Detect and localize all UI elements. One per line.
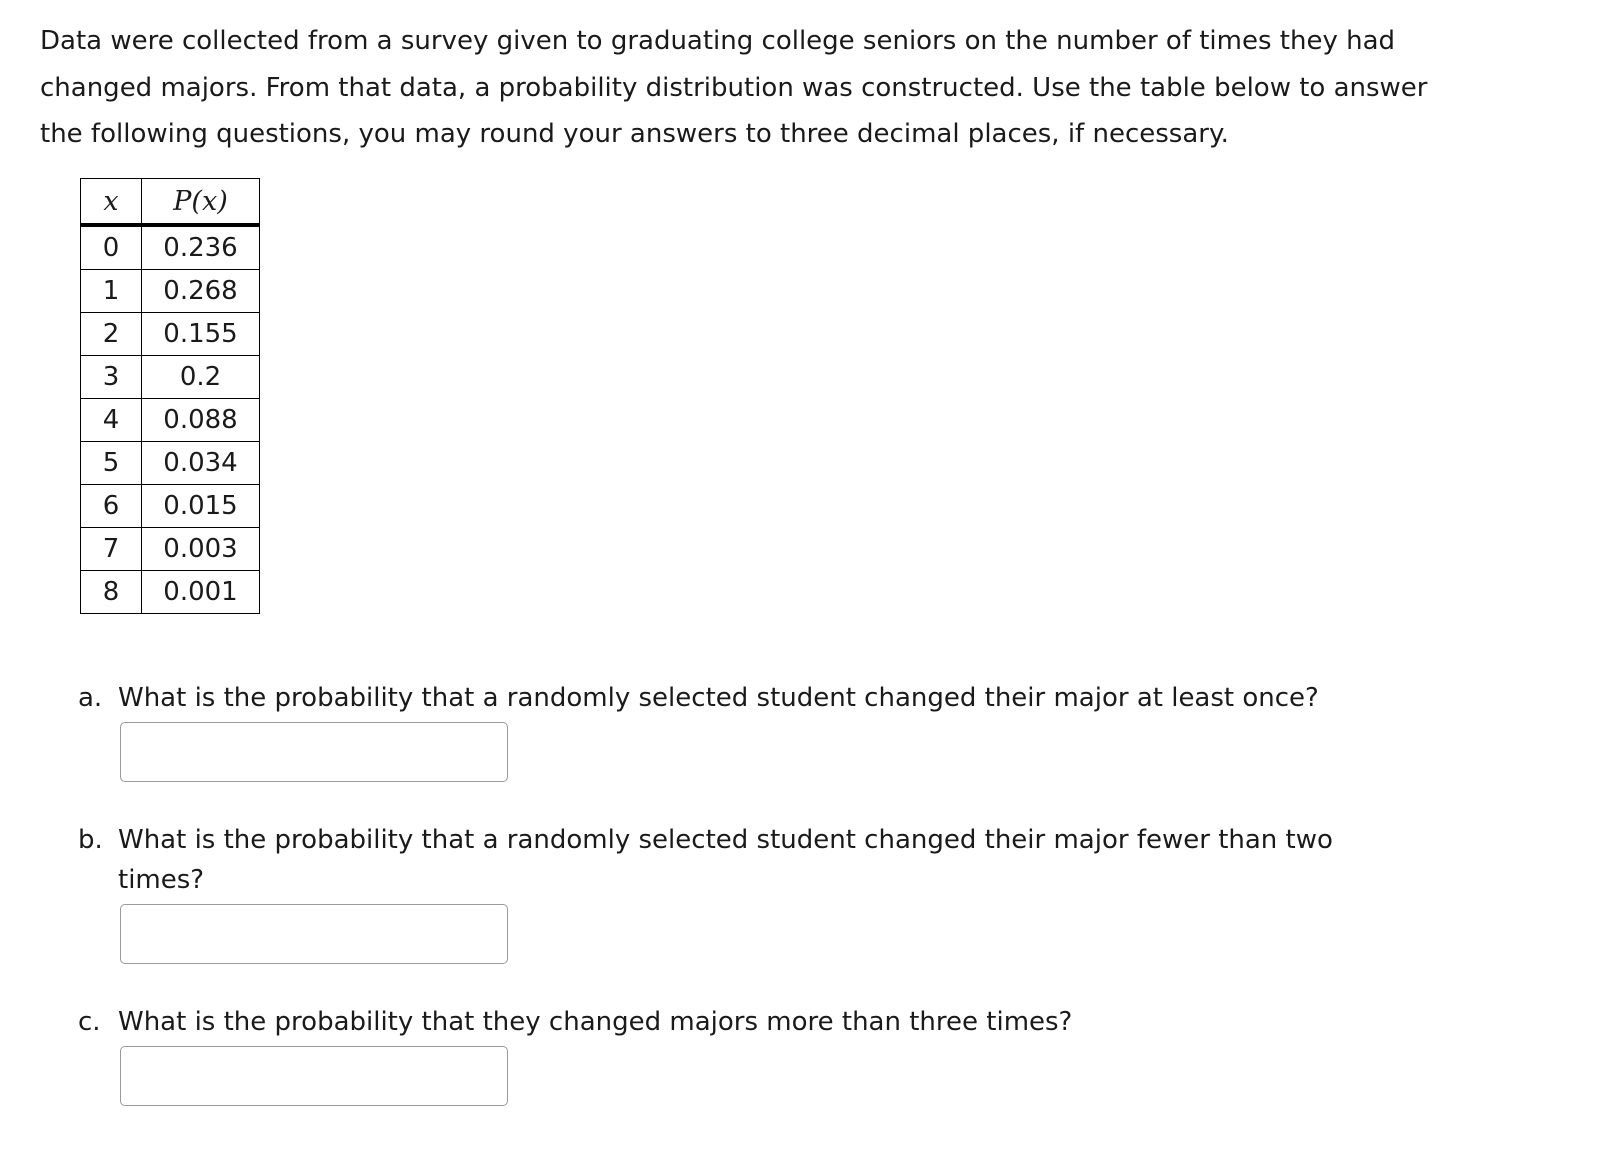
- table-row: [81, 442, 260, 485]
- table-row: [81, 270, 260, 313]
- x-cell: 0: [81, 225, 142, 270]
- question-c: [78, 1002, 1378, 1042]
- table-header-row: [81, 179, 260, 226]
- question-a: [78, 678, 1378, 718]
- probability-cell: 0.2: [142, 356, 260, 399]
- table-row: [81, 571, 260, 614]
- probability-cell: 0.088: [142, 399, 260, 442]
- probability-cell: 0.236: [142, 225, 260, 270]
- question-b-text: What is the probability that a randomly selected student changed their major fewer than two times?: [118, 825, 1333, 895]
- x-cell: 2: [81, 313, 142, 356]
- probability-cell: 0.003: [142, 528, 260, 571]
- question-b-letter: b.: [78, 825, 103, 855]
- question-a-letter: a.: [78, 683, 103, 713]
- column-header-probability: P(x): [142, 179, 260, 226]
- table-row: [81, 313, 260, 356]
- x-cell: 7: [81, 528, 142, 571]
- x-cell: 1: [81, 270, 142, 313]
- probability-cell: 0.268: [142, 270, 260, 313]
- question-c-letter: c.: [78, 1007, 101, 1037]
- table-row: [81, 399, 260, 442]
- table-row: [81, 225, 260, 270]
- table-row: [81, 485, 260, 528]
- table-row: [81, 528, 260, 571]
- question-a-text: What is the probability that a randomly selected student changed their major at least once?: [118, 683, 1319, 713]
- column-header-x: x: [81, 179, 142, 226]
- x-cell: 3: [81, 356, 142, 399]
- x-cell: 4: [81, 399, 142, 442]
- x-cell: 5: [81, 442, 142, 485]
- problem-intro: Data were collected from a survey given to graduating college seniors on the number of times they had changed majors. From that data, a probability distribution was constructed. Use the table below to answer the following questions, you may round your answers to three decimal places, if necessary.: [40, 26, 1428, 149]
- probability-distribution-table: [80, 178, 260, 614]
- table-row: [81, 356, 260, 399]
- question-b: [78, 820, 1348, 900]
- answer-a-input[interactable]: [120, 722, 508, 782]
- probability-cell: 0.155: [142, 313, 260, 356]
- answer-b-input[interactable]: [120, 904, 508, 964]
- probability-cell: 0.034: [142, 442, 260, 485]
- answer-c-input[interactable]: [120, 1046, 508, 1106]
- probability-cell: 0.001: [142, 571, 260, 614]
- probability-cell: 0.015: [142, 485, 260, 528]
- x-cell: 6: [81, 485, 142, 528]
- x-cell: 8: [81, 571, 142, 614]
- question-c-text: What is the probability that they changed majors more than three times?: [118, 1007, 1073, 1037]
